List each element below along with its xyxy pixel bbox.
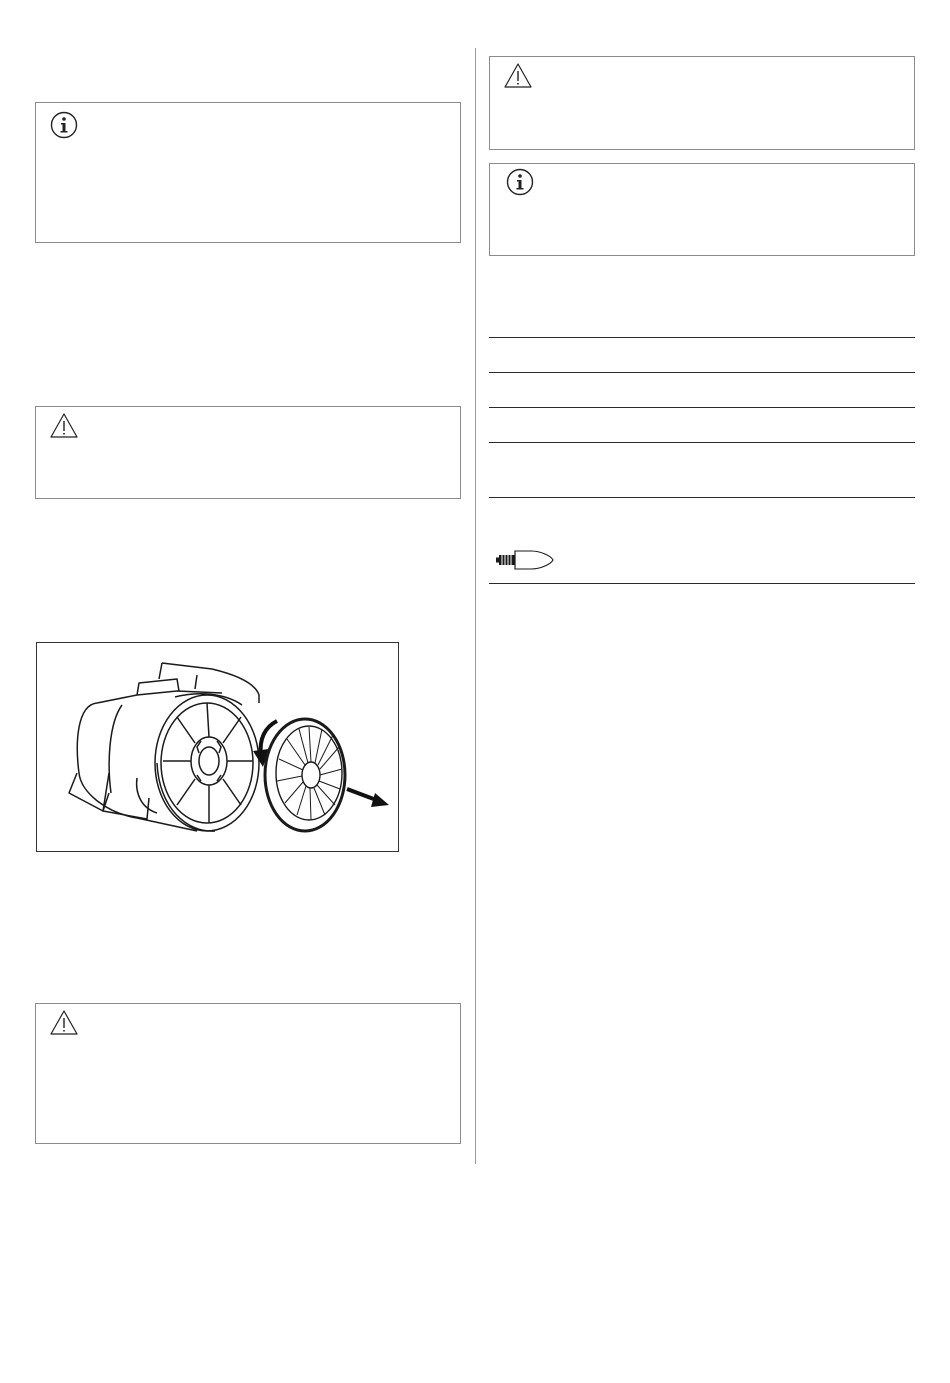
table-rule [489,583,915,584]
info-note-box [489,163,915,256]
column-divider [475,48,476,1164]
warning-icon [49,1009,79,1036]
filter-removal-figure [36,642,399,852]
table-rule [489,497,915,498]
lamp-bulb-icon [495,548,555,572]
warning-note-box [35,1003,461,1144]
warning-note-box [35,406,461,499]
table-rule [489,442,915,443]
table-rule [489,407,915,408]
info-icon [49,110,79,140]
warning-note-box [489,56,915,150]
table-rule [489,337,915,338]
table-rule [489,372,915,373]
info-icon [505,167,535,197]
warning-icon [49,412,79,439]
info-note-box [35,102,461,243]
fan-motor-illustration [37,643,399,852]
warning-icon [503,62,533,89]
